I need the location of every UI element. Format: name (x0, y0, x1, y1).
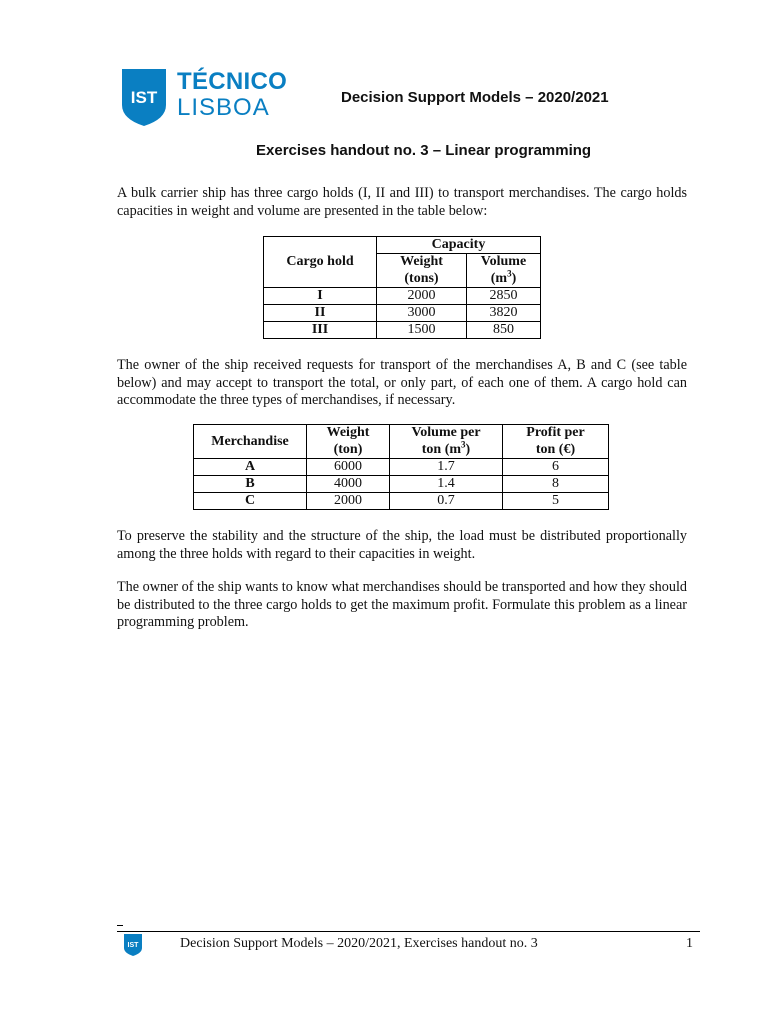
course-title: Decision Support Models – 2020/2021 (341, 89, 609, 106)
table-row: B 4000 1.4 8 (194, 476, 609, 493)
footer-divider (117, 931, 700, 932)
paragraph-task: The owner of the ship wants to know what merchandises should be transported and how they should be distributed to the three cargo holds to get the maximum profit. Formulate this problem as a linear programming problem. (117, 579, 687, 630)
header-weight-unit: (ton) (307, 442, 390, 459)
svg-text:IST: IST (127, 942, 139, 949)
footer-dash (117, 925, 123, 926)
table-row: III 1500 850 (264, 322, 541, 339)
table-row: A 6000 1.7 6 (194, 459, 609, 476)
header-capacity: Capacity (377, 237, 541, 254)
cargo-hold-capacity-table (263, 236, 541, 339)
table-row: I 2000 2850 (264, 288, 541, 305)
header-merchandise: Merchandise (194, 425, 307, 459)
handout-title: Exercises handout no. 3 – Linear programming (256, 142, 592, 159)
header-weight: Weight (377, 254, 467, 271)
table-row: II 3000 3820 (264, 305, 541, 322)
table-row: C 2000 0.7 5 (194, 493, 609, 510)
paragraph-requests: The owner of the ship received requests for transport of the merchandises A, B and C (see table below) and may accept to transport the total, or only part, of each one of them. A cargo hold can accommodate the three types of merchandises, if necessary. (117, 357, 687, 408)
page-number: 1 (686, 936, 693, 951)
tecnico-lisboa-logo-text (177, 70, 287, 120)
header-profit-unit: ton (€) (503, 442, 609, 459)
header-profit: Profit per (503, 425, 609, 442)
header-weight: Weight (307, 425, 390, 442)
header-weight-unit: (tons) (377, 271, 467, 288)
header-volume: Volume per (390, 425, 503, 442)
logo-line-1: TÉCNICO (177, 68, 288, 95)
logo-line-2: LISBOA (177, 94, 270, 121)
footer-text: Decision Support Models – 2020/2021, Exercises handout no. 3 (180, 936, 538, 951)
svg-text:IST: IST (130, 88, 158, 107)
header-volume-unit: $(m^3)$ (467, 271, 541, 288)
header-volume-unit: ton $(m^3)$ (390, 442, 503, 459)
header-cargo-hold: Cargo hold (264, 237, 377, 288)
paragraph-stability: To preserve the stability and the structure of the ship, the load must be distributed proportionally among the three holds with regard to their capacities in weight. (117, 528, 687, 562)
ist-shield-logo (122, 69, 166, 126)
paragraph-intro: A bulk carrier ship has three cargo holds (I, II and III) to transport merchandises. The cargo holds capacities in weight and volume are presented in the table below: (117, 185, 687, 219)
merchandise-table (193, 424, 609, 510)
header-volume: Volume (467, 254, 541, 271)
ist-shield-small-logo (124, 934, 142, 956)
